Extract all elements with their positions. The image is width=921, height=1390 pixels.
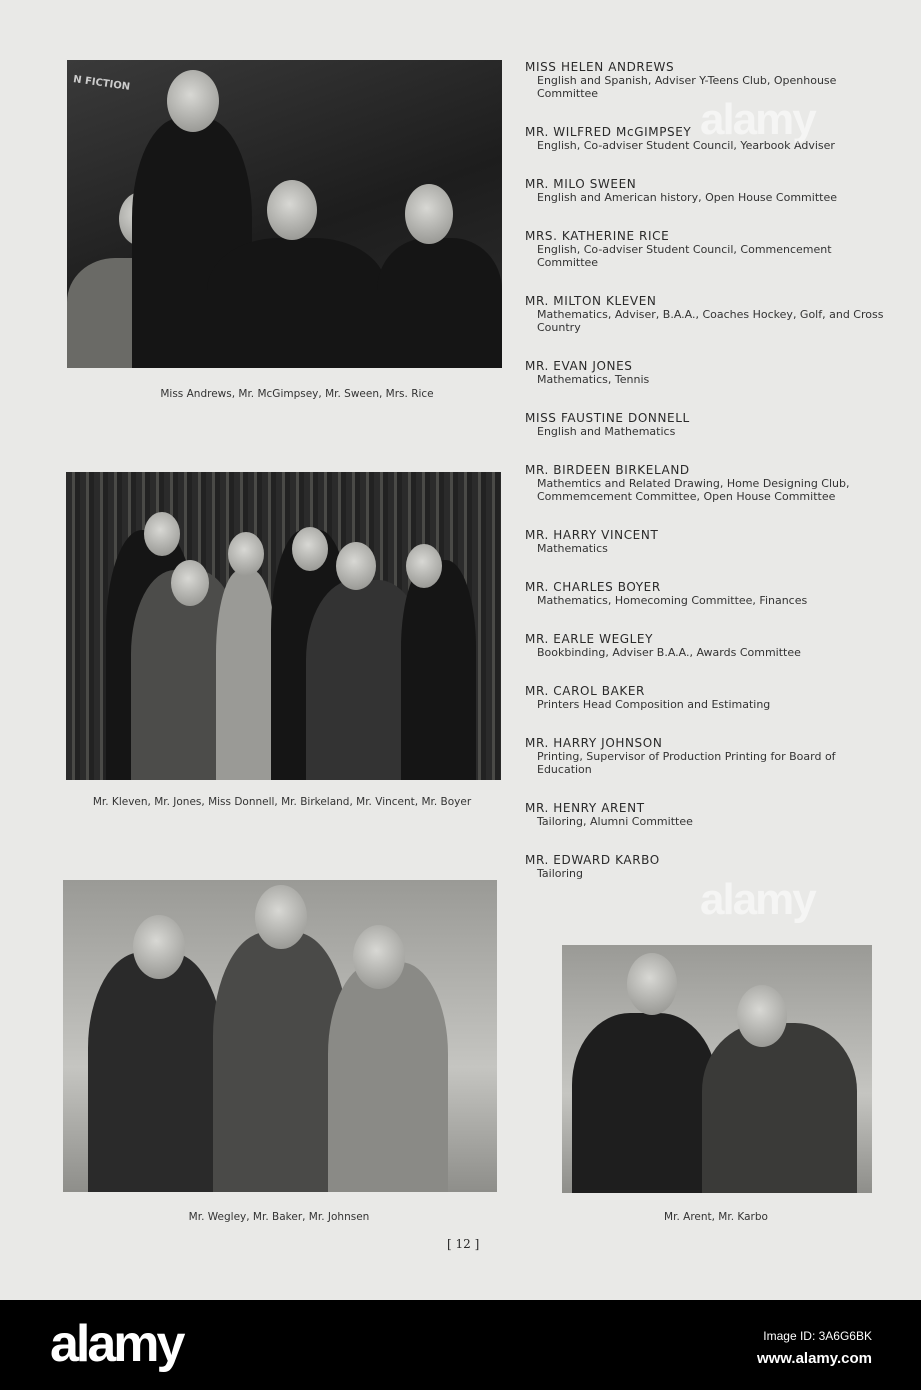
faculty-duties: English and Spanish, Adviser Y-Teens Club, Openhouse Committee [537, 74, 837, 100]
faculty-duties: Mathematics [537, 542, 608, 555]
faculty-duties: English, Co-adviser Student Council, Commencement Committee [537, 243, 832, 269]
faculty-name: MISS FAUSTINE DONNELL [525, 411, 690, 425]
faculty-name: MR. EDWARD KARBO [525, 853, 660, 867]
photo-wegley-group [63, 880, 497, 1192]
faculty-duties: Mathematics, Homecoming Committee, Finances [537, 594, 808, 607]
alamy-logo: alamy [50, 1315, 183, 1373]
faculty-duties: Printing, Supervisor of Production Printing for Board of Education [537, 750, 836, 776]
photo-caption: Mr. Arent, Mr. Karbo [664, 1211, 768, 1223]
faculty-duties: Mathematics, Adviser, B.A.A., Coaches Hockey, Golf, and Cross Country [537, 308, 884, 334]
faculty-name: MR. HARRY VINCENT [525, 528, 659, 542]
faculty-name: MR. BIRDEEN BIRKELAND [525, 463, 690, 477]
faculty-duties: Bookbinding, Adviser B.A.A., Awards Committee [537, 646, 801, 659]
watermark-logo: alamy [700, 95, 815, 144]
faculty-entry [525, 359, 885, 386]
faculty-name: MR. MILO SWEEN [525, 177, 637, 191]
faculty-entry [525, 528, 885, 555]
faculty-duties: English, Co-adviser Student Council, Yearbook Adviser [537, 139, 835, 152]
faculty-name: MR. EVAN JONES [525, 359, 633, 373]
faculty-entry [525, 229, 885, 269]
faculty-name: MR. WILFRED McGIMPSEY [525, 125, 692, 139]
photo-caption: Mr. Kleven, Mr. Jones, Miss Donnell, Mr. Birkeland, Mr. Vincent, Mr. Boyer [92, 796, 472, 808]
faculty-name: MRS. KATHERINE RICE [525, 229, 670, 243]
faculty-entry [525, 801, 885, 828]
faculty-name: MR. CHARLES BOYER [525, 580, 661, 594]
faculty-entry [525, 177, 885, 204]
photo-kleven-group [66, 472, 501, 780]
faculty-duties: Printers Head Composition and Estimating [537, 698, 771, 711]
faculty-duties: Mathematics, Tennis [537, 373, 650, 386]
faculty-name: MR. HARRY JOHNSON [525, 736, 663, 750]
photo-sign-text: N FICTION [72, 74, 131, 93]
faculty-duties: English and American history, Open House Committee [537, 191, 837, 204]
photo-arent-karbo [562, 945, 872, 1193]
site-url[interactable]: www.alamy.com [756, 1350, 872, 1367]
faculty-entry [525, 736, 885, 776]
faculty-name: MR. CAROL BAKER [525, 684, 645, 698]
faculty-entry [525, 632, 885, 659]
image-id: Image ID: 3A6G6BK [763, 1329, 872, 1343]
stock-footer [0, 1300, 921, 1390]
faculty-duties: Tailoring [537, 867, 584, 880]
faculty-name: MISS HELEN ANDREWS [525, 60, 675, 74]
faculty-duties: Mathemtics and Related Drawing, Home Designing Club, Commemcement Committee, Open House Committee [537, 477, 850, 503]
faculty-entry [525, 463, 885, 503]
faculty-entry [525, 684, 885, 711]
photo-andrews-group [67, 60, 502, 368]
faculty-name: MR. HENRY ARENT [525, 801, 645, 815]
photo-caption: Mr. Wegley, Mr. Baker, Mr. Johnsen [188, 1211, 370, 1223]
faculty-name: MR. MILTON KLEVEN [525, 294, 657, 308]
faculty-entry [525, 294, 885, 334]
watermark-logo: alamy [700, 875, 815, 924]
faculty-name: MR. EARLE WEGLEY [525, 632, 654, 646]
faculty-roster [525, 60, 885, 905]
page-number: [ 12 ] [447, 1237, 480, 1251]
photo-caption: Miss Andrews, Mr. McGimpsey, Mr. Sween, Mrs. Rice [160, 388, 434, 400]
faculty-duties: Tailoring, Alumni Committee [537, 815, 693, 828]
faculty-entry [525, 580, 885, 607]
faculty-entry [525, 60, 885, 100]
faculty-duties: English and Mathematics [537, 425, 676, 438]
faculty-entry [525, 411, 885, 438]
